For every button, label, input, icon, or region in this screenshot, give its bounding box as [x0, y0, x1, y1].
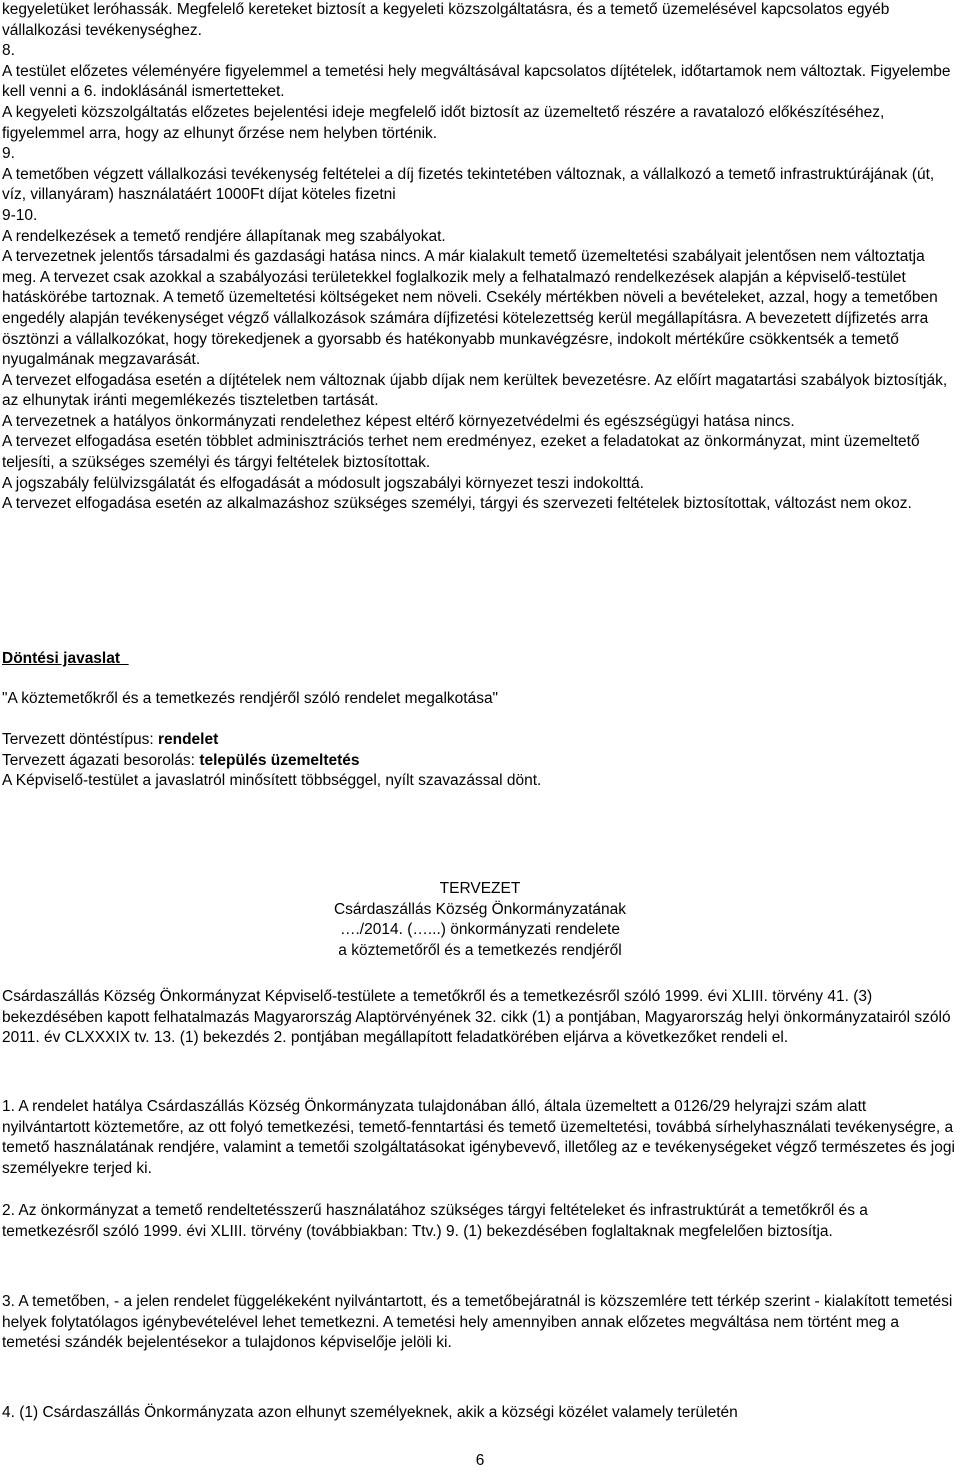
draft-issuer: Csárdaszállás Község Önkormányzatának: [333, 900, 627, 918]
decision-quote-block: [2, 689, 956, 710]
decision-class: [2, 751, 956, 772]
explanation-block: [2, 0, 956, 515]
decision-details: [2, 730, 956, 792]
decision-type-label: Tervezett döntéstípus:: [2, 731, 158, 748]
paragraph: A tervezet elfogadása esetén az alkalmazáshoz szükséges személyi, tárgyi és szervezeti feltételek biztosítottak, változást nem okoz.: [2, 495, 912, 513]
draft-number: …./2014. (…...) önkormányzati rendelete: [340, 921, 620, 939]
section-text: 1. A rendelet hatálya Csárdaszállás Község Önkormányzata tulajdonában álló, általa üzemeltett a 0126/29 helyrajzi szám alatt nyilvántartott köztemetőre, az ott folyó temetkezési, temető-fenntartási és temető üzemeltetési, továbbá sírhelyhasználati tevékenységre, a temető használatának rendjére, valamint a temetői szolgáltatásokat igénybevevő, illetőleg az e tevékenységeket végző természetes és jogi személyekre terjed ki.: [2, 1098, 955, 1177]
decision-quote: "A köztemetőkről és a temetkezés rendjéről szóló rendelet megalkotása": [2, 690, 499, 707]
draft-title: TERVEZET: [439, 880, 521, 897]
decision-type: [2, 730, 956, 751]
paragraph: A tervezet elfogadása esetén a díjtételek nem változnak újabb díjak nem kerültek bevezetésre. Az előírt magatartási szabályok biztosítják, az elhunytak iránti megemlékezés tiszteletben tartását.: [2, 371, 948, 410]
decision-heading: Döntési javaslat: [2, 650, 121, 667]
decision-heading-block: [2, 649, 956, 670]
section-number: 9-10.: [2, 206, 38, 224]
decision-vote: A Képviselő-testület a javaslatról minősített többséggel, nyílt szavazással dönt.: [2, 772, 542, 790]
section-number: 8.: [2, 42, 15, 60]
decision-class-label: Tervezett ágazati besorolás:: [2, 751, 200, 769]
section-4: [2, 1403, 956, 1424]
section-text: 4. (1) Csárdaszállás Önkormányzata azon elhunyt személyeknek, akik a községi közélet valamely területén: [2, 1404, 738, 1421]
paragraph: A rendelkezések a temető rendjére állapítanak meg szabályokat.: [2, 227, 446, 245]
page-number: 6: [475, 1452, 485, 1469]
section-text: 3. A temetőben, - a jelen rendelet függelékeként nyilvántartott, és a temetőbejáratnál is közszemlére tett térkép szerint - kialakított temetési helyek folytatólagos igénybevételével lehet temetkezni. A temetési hely amennyiben annak előzetes megváltása nem történt meg a temetési szándék bejelentésekor a tulajdonos képviselője jelöli ki.: [2, 1293, 953, 1352]
preamble: [2, 987, 956, 1049]
decision-class-value: település üzemeltetés: [199, 751, 360, 769]
section-2: [2, 1201, 956, 1242]
draft-heading: [0, 879, 960, 961]
paragraph: A tervezetnek a hatályos önkormányzati rendelethez képest eltérő környezetvédelmi és egészségügyi hatása nincs.: [2, 412, 795, 430]
section-3: [2, 1292, 956, 1354]
paragraph: A testület előzetes véleményére figyelemmel a temetési hely megváltásával kapcsolatos díjtételek, időtartamok nem változtak. Figyelembe kell venni a 6. indoklásánál ismertetteket.: [2, 62, 951, 101]
paragraph: A jogszabály felülvizsgálatát és elfogadását a módosult jogszabályi környezet teszi indokolttá.: [2, 474, 644, 492]
paragraph: A kegyeleti közszolgáltatás előzetes bejelentési ideje megfelelő időt biztosít az üzemeltető részére a ravatalozó előkészítéséhez, figyelemmel arra, hogy az elhunyt őrzése nem helyben történik.: [2, 103, 885, 142]
paragraph: A tervezetnek jelentős társadalmi és gazdasági hatása nincs. A már kialakult temető üzemeltetési szabályait jelentősen nem változtatja meg. A tervezet csak azokkal a szabályozási területekkel foglalkozik mely a felhatalmazó rendelkezések alapján a képviselő-testület hatáskörébe tartoznak. A temető üzemeltetési költségeket nem növeli. Csekély mértékben növeli a bevételeket, azzal, hogy a temetőben engedély alapján tevékenységet végző vállalkozások számára díjfizetési kötelezettség kerül megállapításra. A bevezetett díjfizetés arra ösztönzi a vállalkozókat, hogy törekedjenek a gyorsabb és hatékonyabb munkavégzésre, indokolt mértékűre csökkentsék a temető nyugalmának megzavarását.: [2, 248, 938, 369]
draft-subject: a köztemetőről és a temetkezés rendjéről: [338, 941, 622, 959]
paragraph: kegyeletüket leróhassák. Megfelelő kereteket biztosít a kegyeleti közszolgáltatásra, és a temető üzemelésével kapcsolatos egyéb vállalkozási tevékenységhez.: [2, 1, 890, 39]
paragraph: A temetőben végzett vállalkozási tevékenység feltételei a díj fizetés tekintetében változnak, a vállalkozó a temető infrastruktúrájának (út, víz, villanyáram) használatáért 1000Ft díjat köteles fizetni: [2, 165, 935, 204]
section-1: [2, 1097, 956, 1179]
decision-type-value: rendelet: [157, 731, 219, 748]
preamble-text: Csárdaszállás Község Önkormányzat Képviselő-testülete a temetőkről és a temetkezésről szóló 1999. évi XLIII. törvény 41. (3) bekezdésében kapott felhatalmazás Magyarország Alaptörvényének 32. cikk (1) a pontjában, Magyarország helyi önkormányzatairól szóló 2011. év CLXXXIX tv. 13. (1) bekezdés 2. pontjában megállapított feladatkörében eljárva a következőket rendeli el.: [2, 988, 951, 1047]
section-text: 2. Az önkormányzat a temető rendeltetésszerű használatához szükséges tárgyi feltételeket és infrastruktúrát a temetőkről és a temetkezésről szóló 1999. évi XLIII. törvény (továbbiakban: Ttv.) 9. (1) bekezdésében foglaltaknak megfelelően biztosítja.: [2, 1202, 868, 1240]
paragraph: A tervezet elfogadása esetén többlet adminisztrációs terhet nem eredményez, ezeket a feladatokat az önkormányzat, mint üzemeltető teljesíti, a szükséges személyi és tárgyi feltételek biztosítottak.: [2, 433, 920, 472]
section-number: 9.: [2, 145, 15, 163]
